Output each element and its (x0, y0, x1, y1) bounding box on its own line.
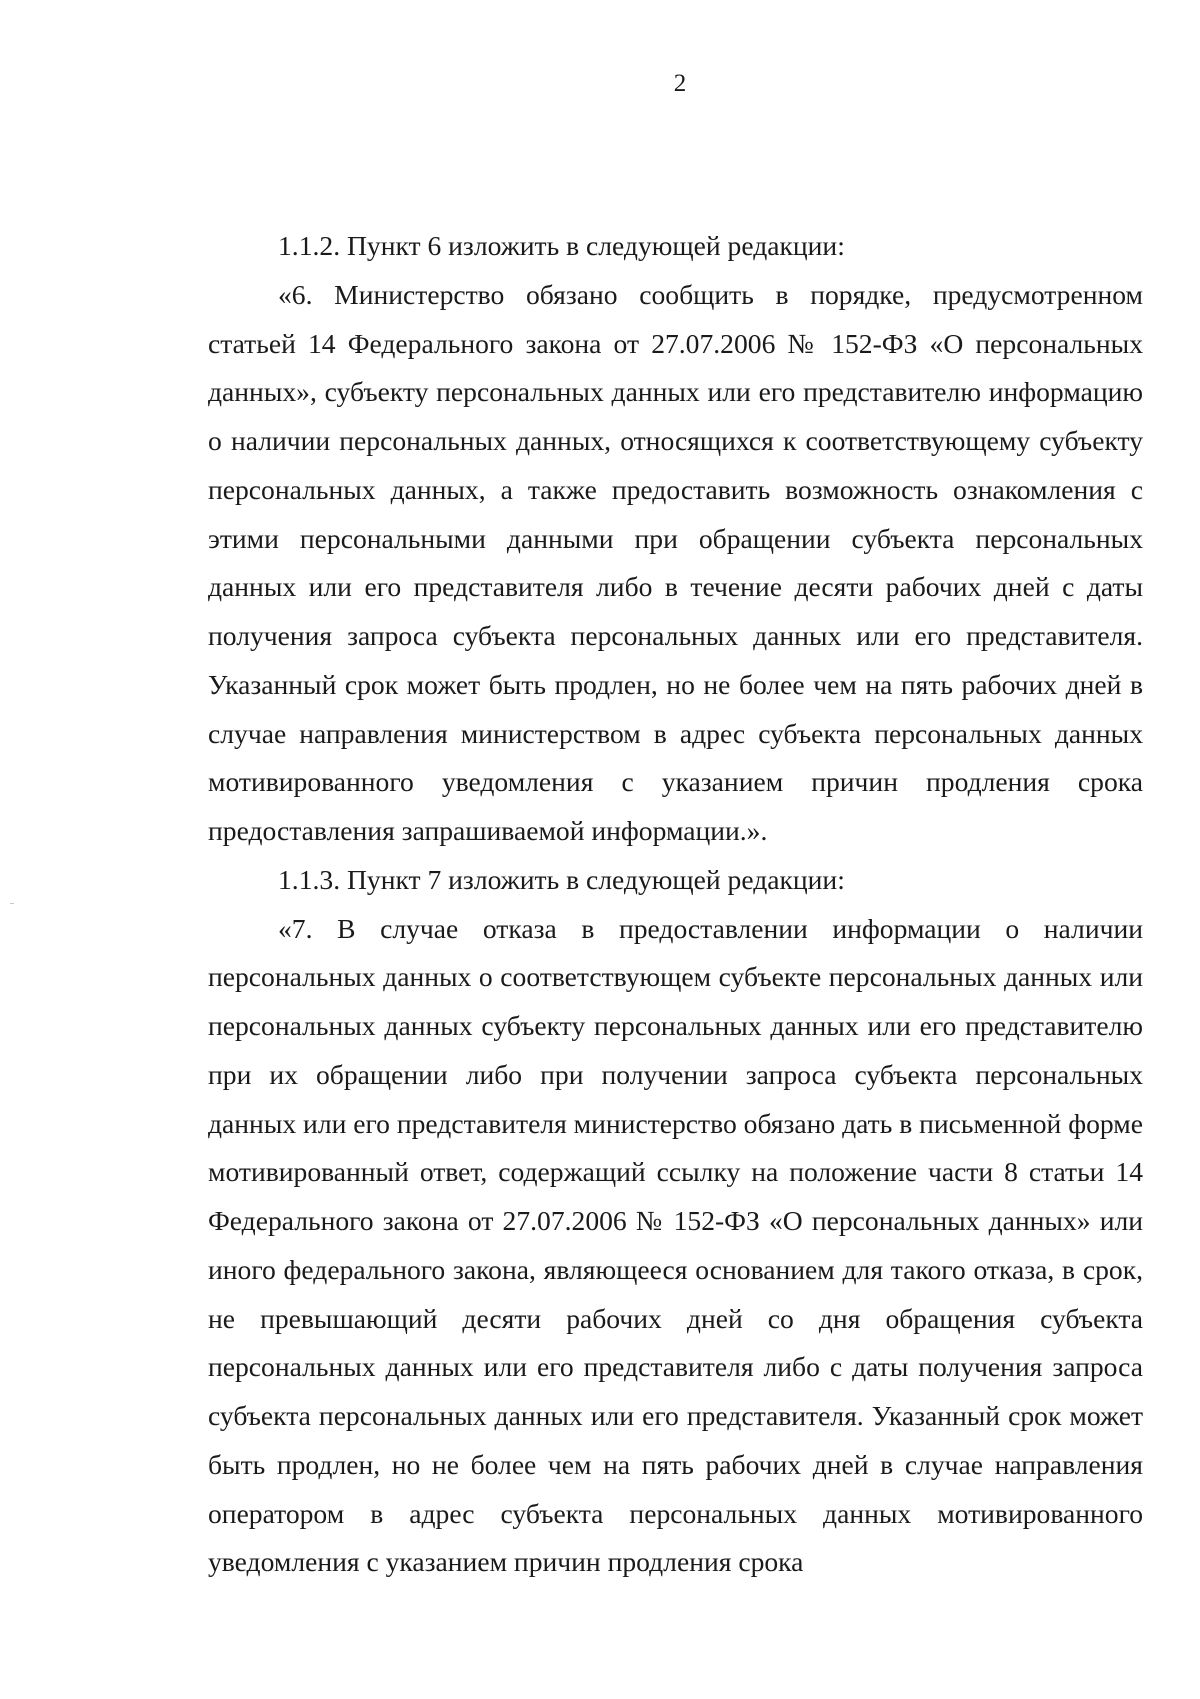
paragraph-item-1-1-2: 1.1.2. Пункт 6 изложить в следующей редакции: (278, 230, 845, 261)
page-number: 2 (673, 70, 687, 97)
document-body (208, 222, 1143, 1587)
margin-mark (10, 903, 14, 904)
paragraph-point-6: «6. Министерство обязано сообщить в порядке, предусмотренном статьей 14 Федерального закона от 27.07.2006 № 152-ФЗ «О персональных данных», субъекту персональных данных или его представителю информацию о наличии персональных данных, относящихся к соответствующему субъекту персональных данных, а также предоставить возможность ознакомления с этими персональными данными при обращении субъекта персональных данных или его представителя либо в течение десяти рабочих дней с даты получения запроса субъекта персональных данных или его представителя. Указанный срок может быть продлен, но не более чем на пять рабочих дней в случае направления министерством в адрес субъекта персональных данных мотивированного уведомления с указанием причин продления срока предоставления запрашиваемой информации.». (208, 278, 1143, 846)
paragraph-item-1-1-3: 1.1.3. Пункт 7 изложить в следующей редакции: (278, 863, 845, 895)
paragraph-point-7: «7. В случае отказа в предоставлении информации о наличии персональных данных о соответствующем субъекте персональных данных или персональных данных субъекту персональных данных или его представителю при их обращении либо при получении запроса субъекта персональных данных или его представителя министерство обязано дать в письменной форме мотивированный ответ, содержащий ссылку на положение части 8 статьи 14 Федерального закона от 27.07.2006 № 152-ФЗ «О персональных данных» или иного федерального закона, являющееся основанием для такого отказа, в срок, не превышающий десяти рабочих дней со дня обращения субъекта персональных данных или его представителя либо с даты получения запроса субъекта персональных данных или его представителя. Указанный срок может быть продлен, но не более чем на пять рабочих дней в случае направления оператором в адрес субъекта персональных данных мотивированного уведомления с указанием причин продления срока (208, 912, 1143, 1578)
